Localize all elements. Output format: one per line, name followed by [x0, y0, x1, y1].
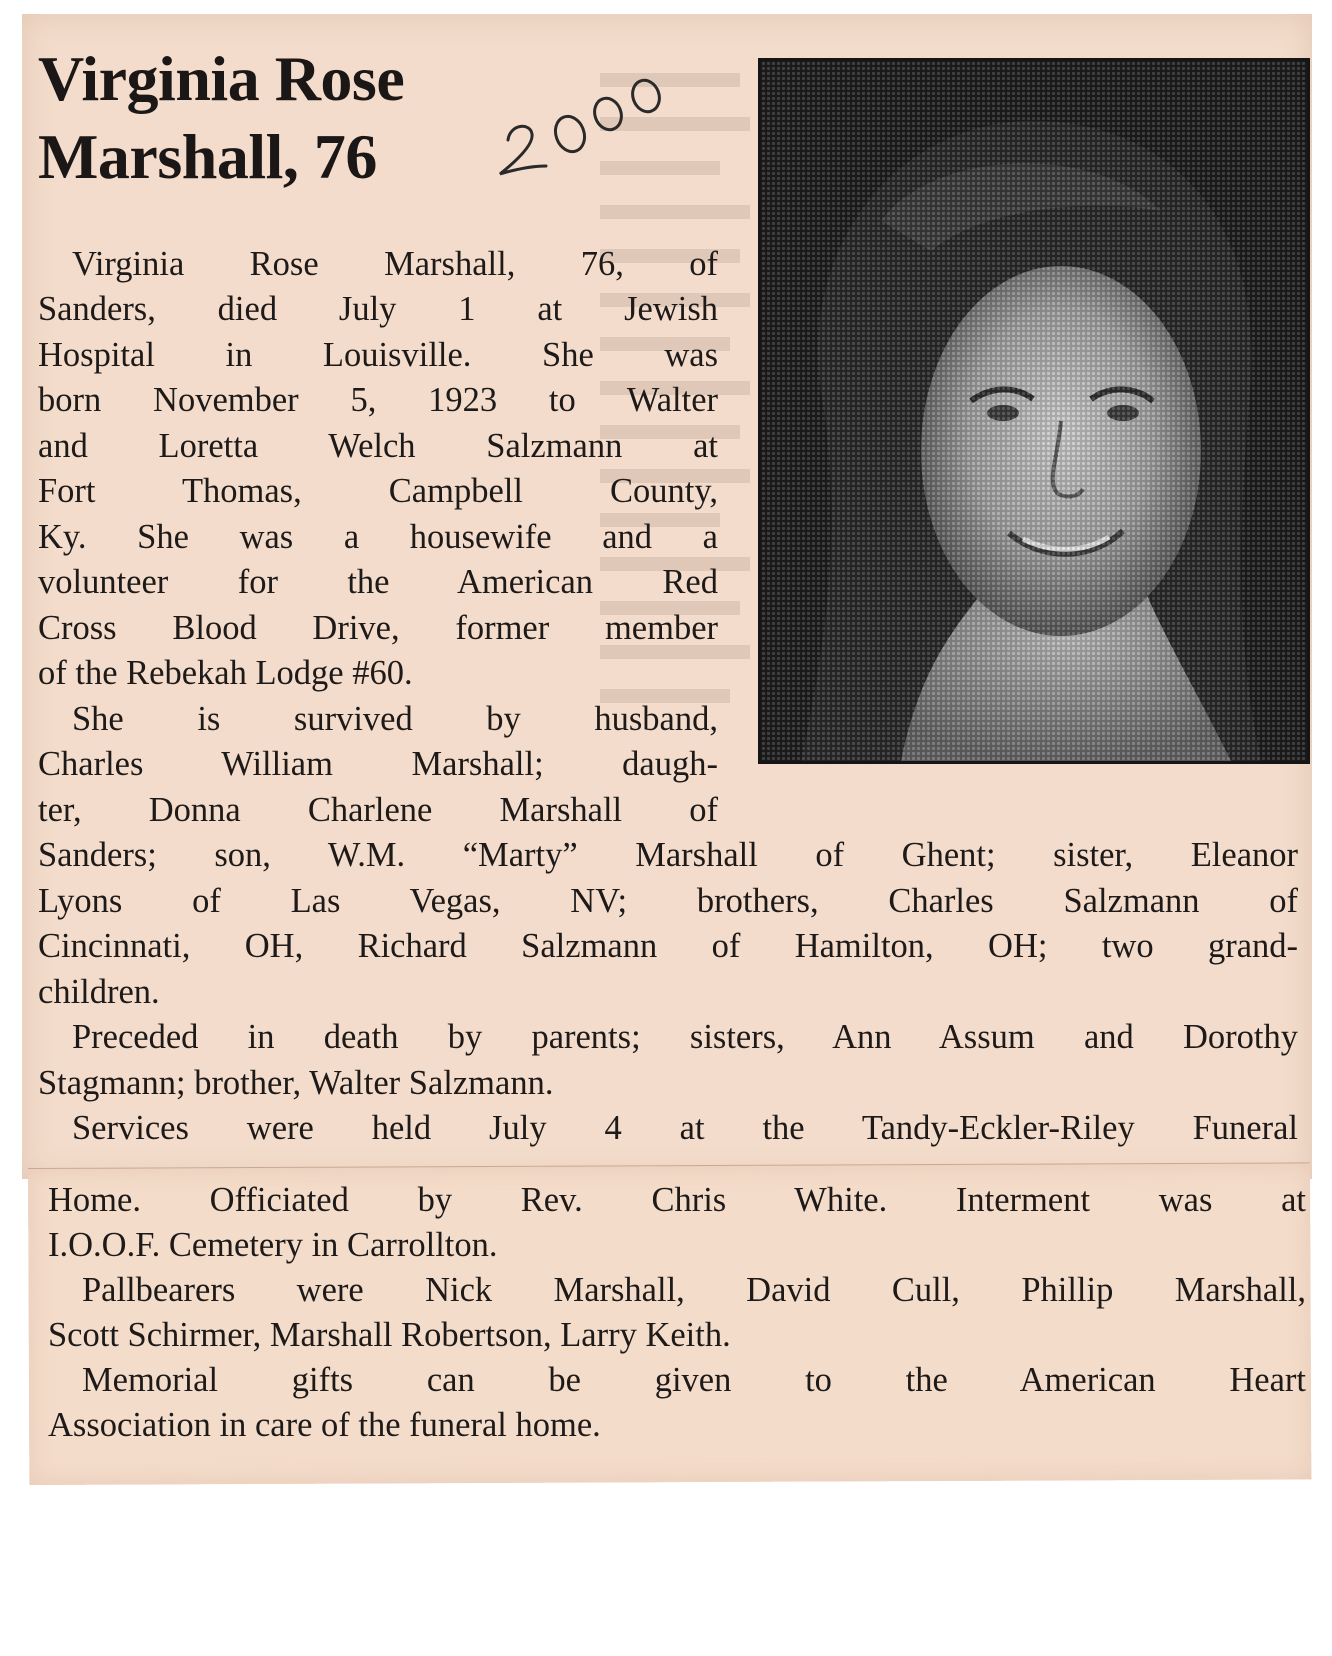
text-line: Fort Thomas, Campbell County,: [38, 472, 718, 510]
text-line: volunteer for the American Red: [38, 563, 718, 601]
portrait-photo: [758, 58, 1310, 764]
text-line: Association in care of the funeral home.: [48, 1406, 601, 1444]
text-line: Scott Schirmer, Marshall Robertson, Larry Keith.: [48, 1316, 731, 1354]
text-line: Charles William Marshall; daugh-: [38, 745, 718, 783]
text-line: She is survived by husband,: [72, 700, 718, 738]
text-line: Home. Officiated by Rev. Chris White. Interment was at: [48, 1181, 1306, 1219]
handwritten-year-note: [490, 62, 700, 182]
text-line: Hospital in Louisville. She was: [38, 336, 718, 374]
text-line: Stagmann; brother, Walter Salzmann.: [38, 1064, 554, 1102]
text-line: I.O.O.F. Cemetery in Carrollton.: [48, 1226, 498, 1264]
text-line: Services were held July 4 at the Tandy-Eckler-Riley Funeral: [72, 1109, 1298, 1147]
text-line: Sanders; son, W.M. “Marty” Marshall of Ghent; sister, Eleanor: [38, 836, 1298, 874]
obituary-headline: Virginia Rose Marshall, 76: [38, 43, 405, 192]
text-line: Cross Blood Drive, former member: [38, 609, 718, 647]
text-line: Sanders, died July 1 at Jewish: [38, 290, 718, 328]
text-line: Preceded in death by parents; sisters, Ann Assum and Dorothy: [72, 1018, 1298, 1056]
text-line: Memorial gifts can be given to the American Heart: [82, 1361, 1306, 1399]
text-line: Ky. She was a housewife and a: [38, 518, 718, 556]
text-line: children.: [38, 973, 160, 1011]
text-line: born November 5, 1923 to Walter: [38, 381, 718, 419]
text-line: Cincinnati, OH, Richard Salzmann of Hamilton, OH; two grand-: [38, 927, 1298, 965]
text-line: ter, Donna Charlene Marshall of: [38, 791, 718, 829]
handwriting-icon: [490, 62, 700, 182]
text-line: Pallbearers were Nick Marshall, David Cull, Phillip Marshall,: [82, 1271, 1306, 1309]
text-line: of the Rebekah Lodge #60.: [38, 654, 413, 692]
text-line: Virginia Rose Marshall, 76, of: [72, 245, 718, 283]
text-line: and Loretta Welch Salzmann at: [38, 427, 718, 465]
portrait-photo-icon: [761, 61, 1307, 761]
text-line: Lyons of Las Vegas, NV; brothers, Charles Salzmann of: [38, 882, 1298, 920]
